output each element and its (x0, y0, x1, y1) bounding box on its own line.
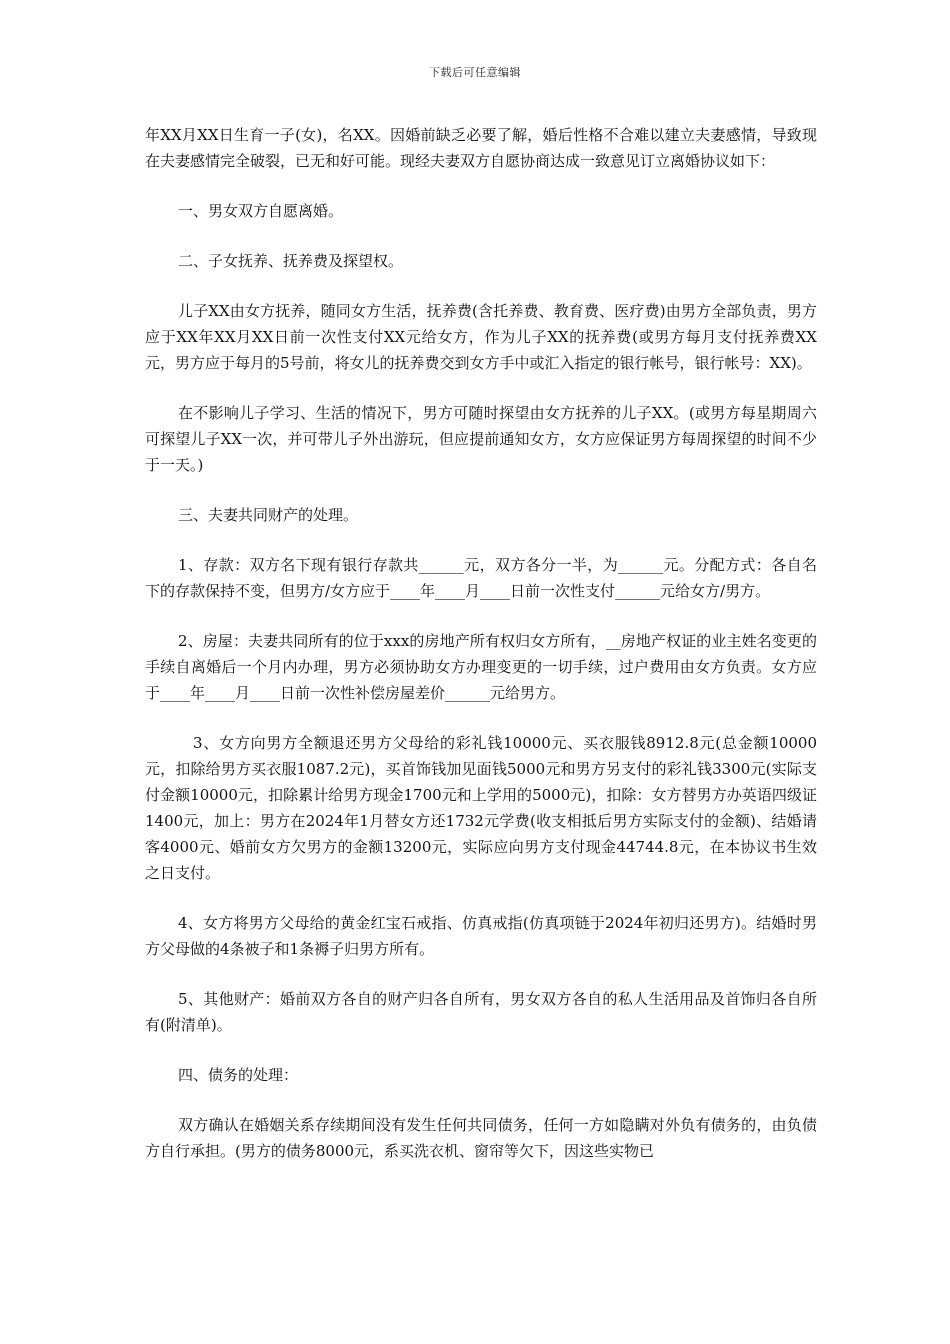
paragraph-debts: 双方确认在婚姻关系存续期间没有发生任何共同债务，任何一方如隐瞒对外负有债务的，由负债方自行承担。(男方的债务8000元，系买洗衣机、窗帘等欠下，因这些实物已 (145, 1116, 817, 1160)
page-header: 下载后可任意编辑 (429, 66, 521, 79)
document-body (145, 122, 817, 1164)
paragraph-jewelry: 4、女方将男方父母给的黄金红宝石戒指、仿真戒指(仿真项链于2024年初归还男方)。结婚时男方父母做的4条被子和1条褥子归男方所有。 (145, 914, 817, 958)
paragraph-house: 2、房屋：夫妻共同所有的位于xxx的房地产所有权归女方所有，__房地产权证的业主姓名变更的手续自离婚后一个月内办理，男方必须协助女方办理变更的一切手续，过户费用由女方负责。女方应于____年____月____日前一次性补偿房屋差价______元给男方。 (145, 632, 817, 702)
section-heading-2: 二、子女抚养、抚养费及探望权。 (178, 252, 404, 270)
paragraph-bride-price: 3、女方向男方全额退还男方父母给的彩礼钱10000元、买衣服钱8912.8元(总金额10000元，扣除给男方买衣服1087.2元)，买首饰钱加见面钱5000元和男方另支付的彩礼钱3300元(实际支付金额10000元，扣除累计给男方现金1700元和上学用的5000元)，扣除：女方替男方办英语四级证1400元，加上：男方在2024年1月替女方还1732元学费(收支相抵后男方实际支付的金额)、结婚请客4000元、婚前女方欠男方的金额13200元，实际应向男方支付现金44744.8元，在本协议书生效之日支付。 (145, 734, 817, 882)
paragraph-intro: 年XX月XX日生育一子(女)，名XX。因婚前缺乏必要了解，婚后性格不合难以建立夫妻感情，导致现在夫妻感情完全破裂，已无和好可能。现经夫妻双方自愿协商达成一致意见订立离婚协议如下： (145, 126, 817, 170)
paragraph-other-property: 5、其他财产：婚前双方各自的财产归各自所有，男女双方各自的私人生活用品及首饰归各自所有(附清单)。 (145, 990, 817, 1034)
section-heading-4: 四、债务的处理： (178, 1066, 299, 1084)
section-heading-1: 一、男女双方自愿离婚。 (178, 202, 344, 220)
paragraph-deposits: 1、存款：双方名下现有银行存款共______元，双方各分一半，为______元。分配方式：各自名下的存款保持不变，但男方/女方应于____年____月____日前一次性支付______元给女方/男方。 (145, 556, 817, 600)
paragraph-custody: 儿子XX由女方抚养，随同女方生活，抚养费(含托养费、教育费、医疗费)由男方全部负责，男方应于XX年XX月XX日前一次性支付XX元给女方，作为儿子XX的抚养费(或男方每月支付抚养费XX元，男方应于每月的5号前，将女儿的抚养费交到女方手中或汇入指定的银行帐号，银行帐号：XX)。 (145, 302, 817, 372)
section-heading-3: 三、夫妻共同财产的处理。 (178, 506, 359, 524)
paragraph-visitation: 在不影响儿子学习、生活的情况下，男方可随时探望由女方抚养的儿子XX。(或男方每星期周六可探望儿子XX一次，并可带儿子外出游玩，但应提前通知女方，女方应保证男方每周探望的时间不少于一天。) (145, 404, 817, 474)
